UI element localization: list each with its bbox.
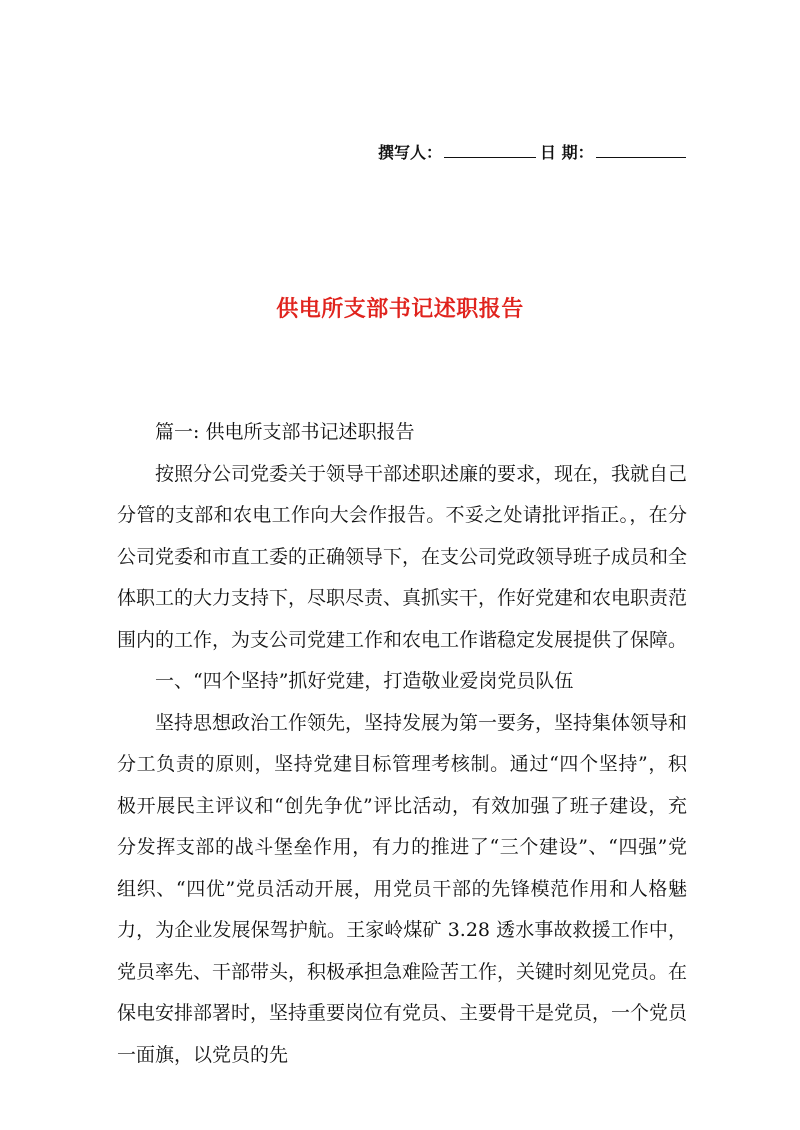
document-body [117, 412, 687, 1076]
author-label: 撰写人： [378, 143, 443, 162]
document-title: 供电所支部书记述职报告 [276, 297, 524, 322]
author-blank [444, 143, 536, 158]
subheading: 一、“四个坚持”抓好党建，打造敬业爱岗党员队伍 [155, 670, 574, 692]
author-date-line [378, 140, 688, 163]
date-label: 日 期： [540, 143, 594, 162]
date-blank [596, 143, 686, 158]
section-heading: 篇一: 供电所支部书记述职报告 [155, 421, 415, 443]
paragraph: 坚持思想政治工作领先，坚持发展为第一要务，坚持集体领导和分工负责的原则，坚持党建目标管理考核制。通过“四个坚持”，积极开展民主评议和“创先争优”评比活动，有效加强了班子建设，充分发挥支部的战斗堡垒作用，有力的推进了“三个建设”、“四强”党组织、“四优”党员活动开展，用党员干部的先锋模范作用和人格魅力，为企业发展保驾护航。王家岭煤矿 3.28 透水事故救援工作中，党员率先、干部带头，积极承担急难险苦工作，关键时刻见党员。在保电安排部署时，坚持重要岗位有党员、主要骨干是党员，一个党员一面旗，以党员的先 [117, 711, 688, 1066]
paragraph: 按照分公司党委关于领导干部述职述廉的要求，现在，我就自己分管的支部和农电工作向大会作报告。不妥之处请批评指正。，在分公司党委和市直工委的正确领导下，在支公司党政领导班子成员和全体职工的大力支持下，尽职尽责、真抓实干，作好党建和农电职责范围内的工作，为支公司党建工作和农电工作谐稳定发展提供了保障。 [117, 462, 688, 651]
